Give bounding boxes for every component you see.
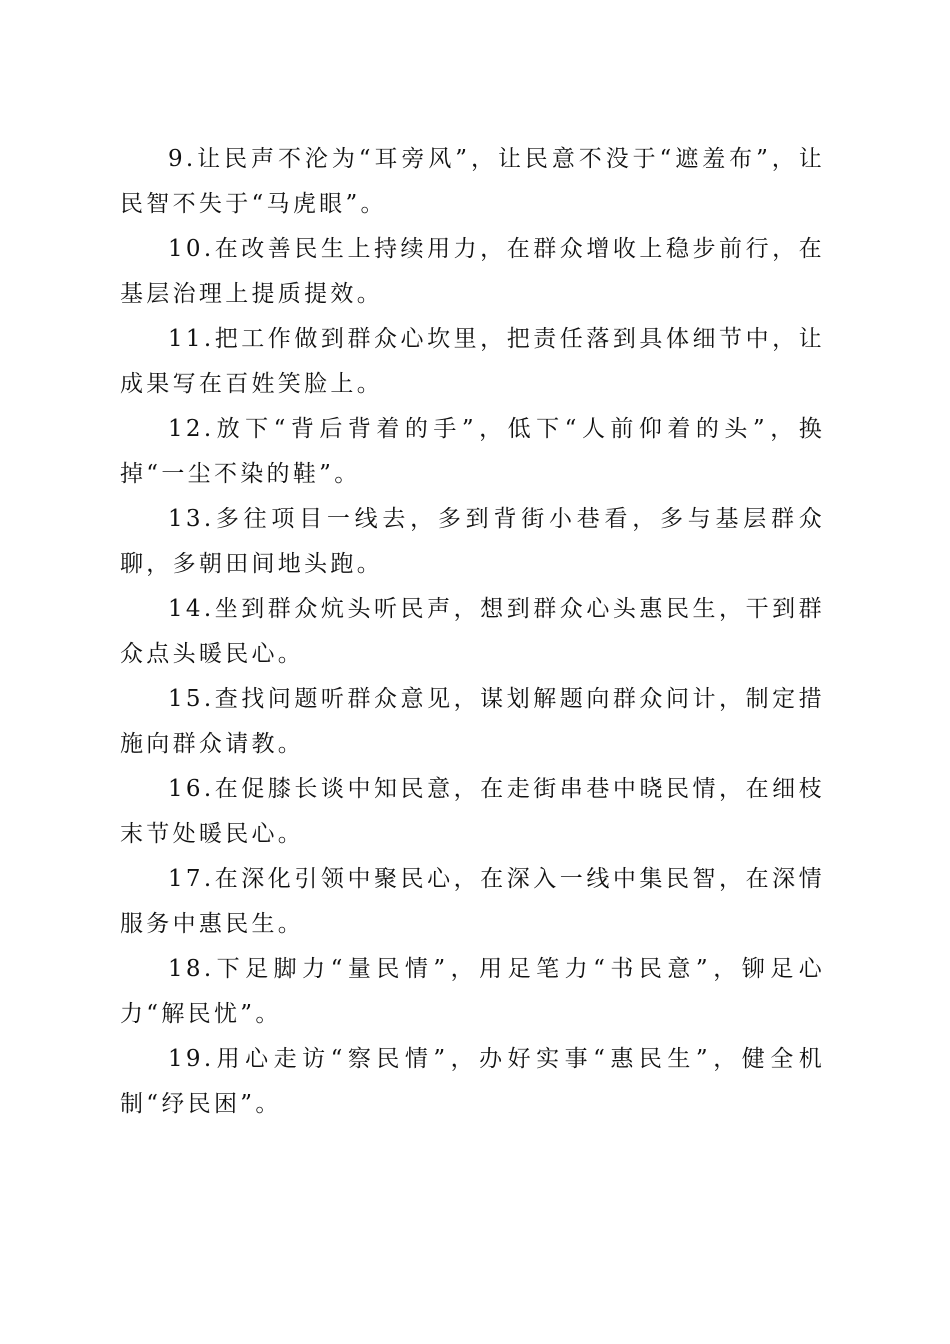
paragraph-11: 11.把工作做到群众心坎里，把责任落到具体细节中，让成果写在百姓笑脸上。 — [120, 326, 825, 397]
paragraph-9: 9.让民声不沦为“耳旁风”，让民意不没于“遮羞布”，让民智不失于“马虎眼”。 — [120, 146, 825, 217]
paragraph-10: 10.在改善民生上持续用力，在群众增收上稳步前行，在基层治理上提质提效。 — [120, 236, 825, 307]
paragraph-18: 18.下足脚力“量民情”，用足笔力“书民意”，铆足心力“解民忧”。 — [120, 956, 825, 1027]
document-body — [120, 137, 825, 1127]
paragraph-17: 17.在深化引领中聚民心，在深入一线中集民智，在深情服务中惠民生。 — [120, 866, 825, 937]
paragraph-19: 19.用心走访“察民情”，办好实事“惠民生”，健全机制“纾民困”。 — [120, 1046, 825, 1117]
paragraph-15: 15.查找问题听群众意见，谋划解题向群众问计，制定措施向群众请教。 — [120, 686, 825, 757]
paragraph-13: 13.多往项目一线去，多到背街小巷看，多与基层群众聊，多朝田间地头跑。 — [120, 506, 825, 577]
paragraph-14: 14.坐到群众炕头听民声，想到群众心头惠民生，干到群众点头暖民心。 — [120, 596, 825, 667]
paragraph-16: 16.在促膝长谈中知民意，在走街串巷中晓民情，在细枝末节处暖民心。 — [120, 776, 825, 847]
paragraph-12: 12.放下“背后背着的手”，低下“人前仰着的头”，换掉“一尘不染的鞋”。 — [120, 416, 825, 487]
